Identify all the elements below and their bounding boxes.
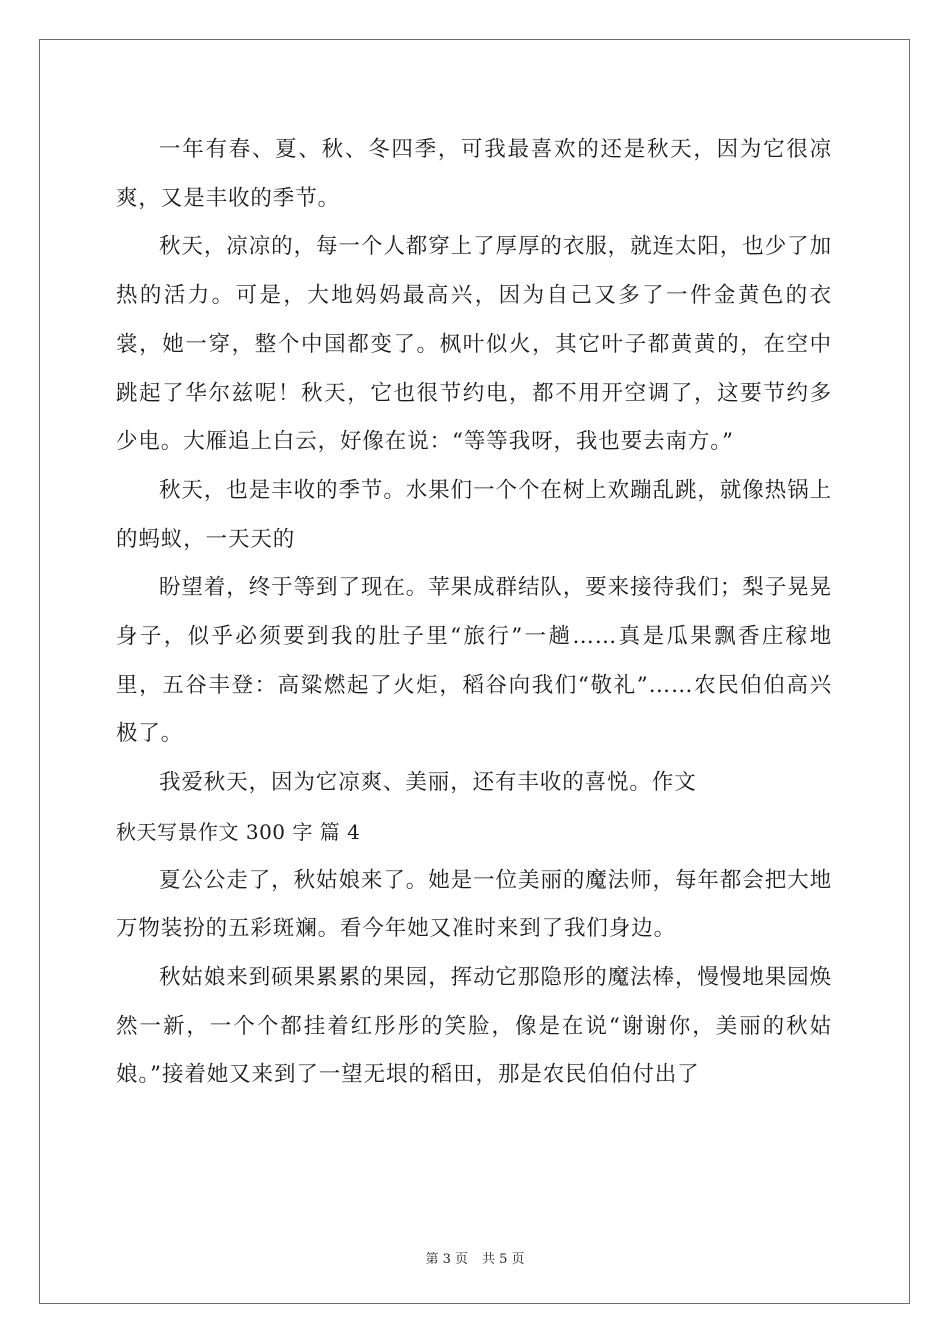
- page-total: 共 5 页: [482, 1252, 525, 1267]
- page-footer: [0, 1248, 950, 1267]
- paragraph: 盼望着，终于等到了现在。苹果成群结队，要来接待我们；梨子晃晃身子，似乎必须要到我的肚子里“旅行”一趟……真是瓜果飘香庄稼地里，五谷丰登：高粱燃起了火炬，稻谷向我们“敬礼”……农民伯伯高兴极了。: [116, 575, 832, 747]
- document-body: [116, 126, 832, 1100]
- paragraph: 我爱秋天，因为它凉爽、美丽，还有丰收的喜悦。作文: [159, 770, 697, 796]
- section-heading: 秋天写景作文 300 字 篇 4: [116, 819, 361, 844]
- paragraph: 秋天，也是丰收的季节。水果们一个个在树上欢蹦乱跳，就像热锅上的蚂蚁，一天天的: [116, 477, 832, 552]
- paragraph: 秋天，凉凉的，每一个人都穿上了厚厚的衣服，就连太阳，也少了加热的活力。可是，大地妈妈最高兴，因为自己又多了一件金黄色的衣裳，她一穿，整个中国都变了。枫叶似火，其它叶子都黄黄的，在空中跳起了华尔兹呢！秋天，它也很节约电，都不用开空调了，这要节约多少电。大雁追上白云，好像在说：“等等我呀，我也要去南方。”: [116, 234, 832, 455]
- page-number: 第 3 页: [425, 1252, 468, 1267]
- paragraph: 秋姑娘来到硕果累累的果园，挥动它那隐形的魔法棒，慢慢地果园焕然一新，一个个都挂着红彤彤的笑脸，像是在说“谢谢你，美丽的秋姑娘。”接着她又来到了一望无垠的稻田，那是农民伯伯付出了: [116, 964, 832, 1088]
- paragraph: 一年有春、夏、秋、冬四季，可我最喜欢的还是秋天，因为它很凉爽，又是丰收的季节。: [116, 137, 832, 211]
- paragraph: 夏公公走了，秋姑娘来了。她是一位美丽的魔法师，每年都会把大地万物装扮的五彩斑斓。看今年她又准时来到了我们身边。: [116, 867, 832, 942]
